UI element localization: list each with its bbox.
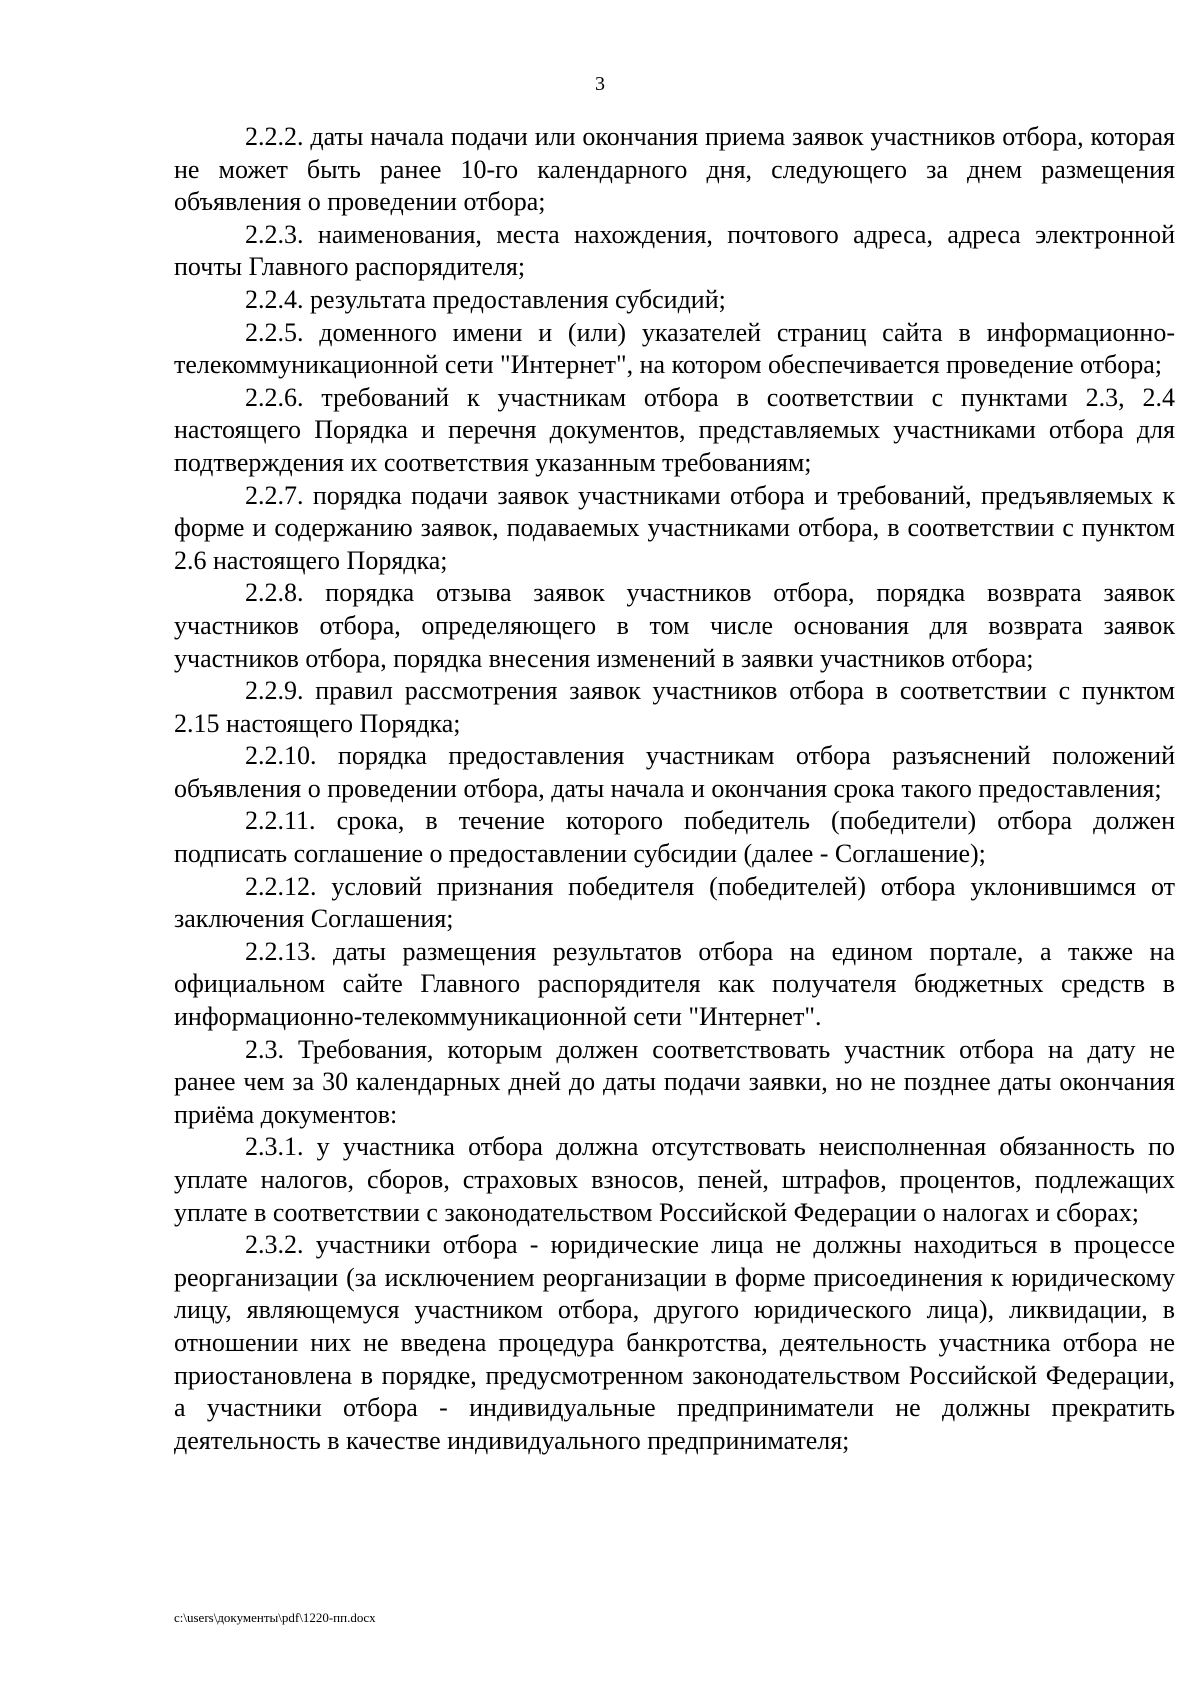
paragraph-2-2-4: 2.2.4. результата предоставления субсидий;: [245, 284, 726, 314]
paragraph-2-3: 2.3. Требования, которым должен соответствовать участник отбора на дату не ранее чем за 30 календарных дней до даты подачи заявки, но не позднее даты окончания приёма документов:: [174, 1034, 1175, 1129]
paragraph-2-2-13: 2.2.13. даты размещения результатов отбора на едином портале, а также на официальном сайте Главного распорядителя как получателя бюджетных средств в информационно-телекоммуникационной сети "Интернет".: [174, 936, 1175, 1032]
paragraph-2-2-12: 2.2.12. условий признания победителя (победителей) отбора уклонившимся от заключения Соглашения;: [174, 871, 1175, 934]
paragraph-2-3-2: 2.3.2. участники отбора - юридические лица не должны находиться в процессе реорганизации (за исключением реорганизации в форме присоединения к юридическому лицу, являющемуся участником отбора, другого юридического лица), ликвидации, в отношении них не введена процедура банкротства, деятельность участника отбора не приостановлена в порядке, предусмотренном законодательством Российской Федерации, а участники отбора - индивидуальные предприниматели не должны прекратить деятельность в качестве индивидуального предпринимателя;: [174, 1230, 1175, 1455]
paragraph-2-2-2: 2.2.2. даты начала подачи или окончания приема заявок участников отбора, которая не может быть ранее 10-го календарного дня, следующего за днем размещения объявления о проведении отбора;: [174, 122, 1175, 217]
paragraph-2-3-1: 2.3.1. у участника отбора должна отсутствовать неисполненная обязанность по уплате налогов, сборов, страховых взносов, пеней, штрафов, процентов, подлежащих уплате в соответствии с законодательством Российской Федерации о налогах и сборах;: [174, 1132, 1175, 1227]
paragraph-2-2-9: 2.2.9. правил рассмотрения заявок участников отбора в соответствии с пунктом 2.15 настоящего Порядка;: [174, 676, 1175, 738]
paragraph-2-2-6: 2.2.6. требований к участникам отбора в соответствии с пунктами 2.3, 2.4 настоящего Порядка и перечня документов, представляемых участниками отбора для подтверждения их соответствия указанным требованиям;: [174, 382, 1175, 477]
footer-file-path: c:\users\документы\pdf\1220-пп.docx: [174, 1610, 376, 1625]
paragraph-2-2-8: 2.2.8. порядка отзыва заявок участников отбора, порядка возврата заявок участников отбора, определяющего в том числе основания для возврата заявок участников отбора, порядка внесения изменений в заявки участников отбора;: [174, 578, 1175, 673]
paragraph-2-2-3: 2.2.3. наименования, места нахождения, почтового адреса, адреса электронной почты Главного распорядителя;: [174, 219, 1175, 282]
paragraph-2-2-7: 2.2.7. порядка подачи заявок участниками отбора и требований, предъявляемых к форме и содержанию заявок, подаваемых участниками отбора, в соответствии с пунктом 2.6 настоящего Порядка;: [174, 480, 1175, 575]
document-body: [174, 121, 1175, 1457]
paragraph-2-2-5: 2.2.5. доменного имени и (или) указателей страниц сайта в информационно-телекоммуникационной сети "Интернет", на котором обеспечивается проведение отбора;: [174, 317, 1175, 380]
page-number: 3: [595, 73, 605, 95]
paragraph-2-2-11: 2.2.11. срока, в течение которого победитель (победители) отбора должен подписать соглашение о предоставлении субсидии (далее - Соглашение);: [174, 806, 1175, 869]
paragraph-2-2-10: 2.2.10. порядка предоставления участникам отбора разъяснений положений объявления о проведении отбора, даты начала и окончания срока такого предоставления;: [174, 741, 1175, 803]
